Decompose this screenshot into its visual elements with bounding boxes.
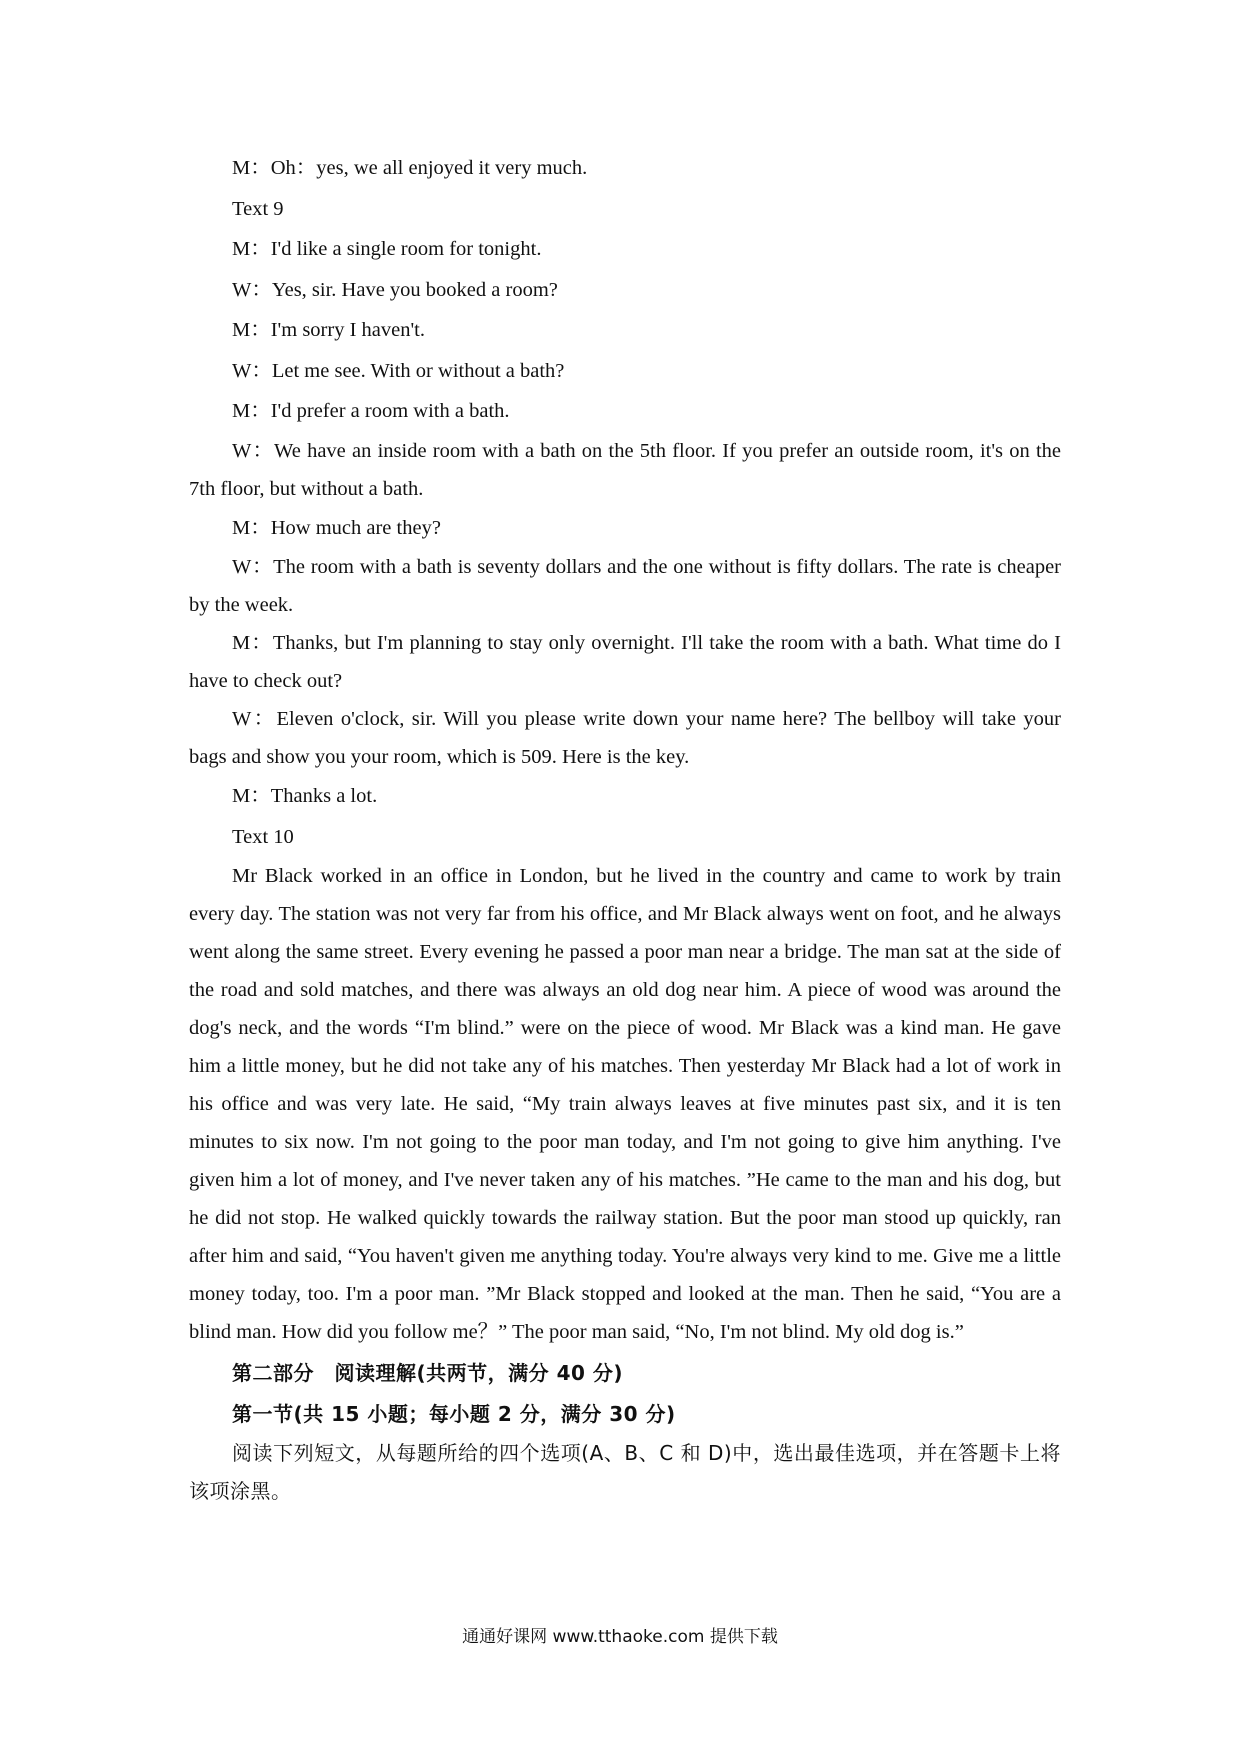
story-paragraph: Mr Black worked in an office in London, but he lived in the country and came to work by train every day. The station was not very far from his office, and Mr Black always went on foot, and he always went along the same street. Every evening he passed a poor man near a bridge. The man sat at the side of the road and sold matches, and there was always an old dog near him. A piece of wood was around the dog's neck, and the words “I'm blind.” were on the piece of wood. Mr Black was a kind man. He gave him a little money, but he did not take any of his matches. Then yesterday Mr Black had a lot of work in his office and was very late. He said, “My train always leaves at five minutes past six, and it is ten minutes to six now. I'm not going to the poor man today, and I'm not going to give him anything. I've given him a lot of money, and I've never taken any of his matches. ”He came to the man and his dog, but he did not stop. He walked quickly towards the railway station. But the poor man stood up quickly, ran after him and said, “You haven't given me anything today. You're always very kind to me. Give me a little money today, too. I'm a poor man. ”Mr Black stopped and looked at the man. Then he said, “You are a blind man. How did you follow me？” The poor man said, “No, I'm not blind. My old dog is.” — [189, 865, 1061, 1343]
dialogue-line: W：Let me see. With or without a bath? — [232, 359, 565, 382]
dialogue-line: M：How much are they? — [232, 516, 441, 539]
dialogue-line: W：Yes, sir. Have you booked a room? — [232, 278, 558, 301]
dialogue-line: W：Eleven o'clock, sir. Will you please write down your name here? The bellboy will take your bags and show you your room, which is 509. Here is the key. — [189, 708, 1061, 768]
instructions-paragraph: 阅读下列短文，从每题所给的四个选项(A、B、C 和 D)中，选出最佳选项，并在答题卡上将该项涂黑。 — [189, 1441, 1061, 1503]
dialogue-line: M：I'm sorry I haven't. — [232, 319, 425, 341]
dialogue-line: M：Thanks, but I'm planning to stay only overnight. I'll take the room with a bath. What time do I have to check out? — [189, 632, 1061, 692]
dialogue-line: W：The room with a bath is seventy dollars and the one without is fifty dollars. The rate is cheaper by the week. — [189, 556, 1061, 616]
document-body — [189, 148, 1061, 1510]
dialogue-line: M：Oh：yes, we all enjoyed it very much. — [232, 157, 588, 179]
dialogue-line: W：We have an inside room with a bath on the 5th floor. If you prefer an outside room, it's on the 7th floor, but without a bath. — [189, 439, 1061, 500]
section-heading: Text 9 — [232, 197, 284, 220]
section-heading: Text 10 — [232, 825, 294, 848]
page-footer: 通通好课网 www.tthaoke.com 提供下载 — [462, 1627, 778, 1647]
dialogue-line: M：I'd prefer a room with a bath. — [232, 400, 510, 422]
dialogue-line: M：I'd like a single room for tonight. — [232, 238, 542, 260]
subsection-heading: 第一节(共 15 小题；每小题 2 分，满分 30 分) — [232, 1401, 676, 1426]
part-heading: 第二部分 阅读理解(共两节，满分 40 分) — [232, 1361, 624, 1385]
dialogue-line: M：Thanks a lot. — [232, 785, 378, 807]
